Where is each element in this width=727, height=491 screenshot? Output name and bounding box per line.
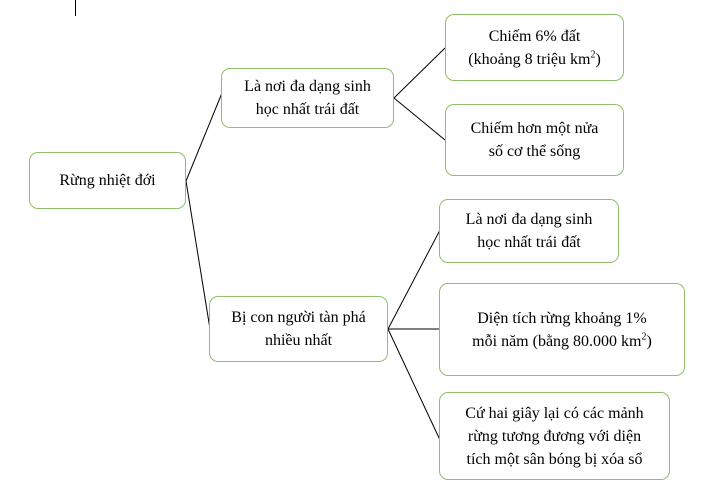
des-child-forest-loss-line1: Diện tích rừng khoảng 1%: [477, 309, 647, 327]
link-des-child3: [388, 329, 440, 440]
des-child-football-field-line2: rừng tương đương với diện: [467, 427, 642, 445]
link-des-child1: [388, 230, 440, 329]
branch-biodiversity-node: [221, 68, 394, 128]
link-bio-child1: [394, 48, 445, 98]
des-child-forest-loss-line2: mỗi năm (bằng 80.000 $km^2$): [472, 331, 652, 350]
link-root-biodiversity: [186, 93, 222, 181]
link-bio-child2: [394, 98, 445, 140]
branch-biodiversity-line2: học nhất trái đất: [255, 101, 360, 118]
bio-child-organisms-line2: số cơ thể sống: [488, 143, 581, 160]
des-child-football-field-line3: tích một sân bóng bị xóa sổ: [466, 450, 643, 468]
des-child-football-field: [439, 392, 670, 480]
branch-destruction-line2: nhiều nhất: [264, 332, 333, 349]
des-child-biodiversity: [439, 199, 619, 263]
bio-child-land-share-line2: (khoảng 8 triệu $km^2$): [468, 49, 601, 68]
branch-destruction-line1: Bị con người tàn phá: [231, 309, 366, 326]
bio-child-organisms-line1: Chiếm hơn một nửa: [470, 120, 599, 137]
branch-destruction-node: [209, 296, 388, 362]
bio-child-land-share-line1: Chiếm 6% đất: [488, 27, 581, 45]
root-label: Rừng nhiệt đới: [59, 172, 156, 189]
des-child-biodiversity-line1: Là nơi đa dạng sinh: [465, 211, 593, 228]
des-child-forest-loss: [439, 283, 685, 376]
link-root-destruction: [186, 181, 210, 329]
bio-child-land-share: [445, 14, 624, 81]
des-child-biodiversity-line2: học nhất trái đất: [477, 234, 581, 251]
des-child-football-field-line1: Cứ hai giây lại có các mảnh: [465, 404, 644, 422]
root-node: [29, 152, 186, 209]
bio-child-organisms: [445, 104, 624, 176]
branch-biodiversity-line1: Là nơi đa dạng sinh: [244, 78, 371, 95]
